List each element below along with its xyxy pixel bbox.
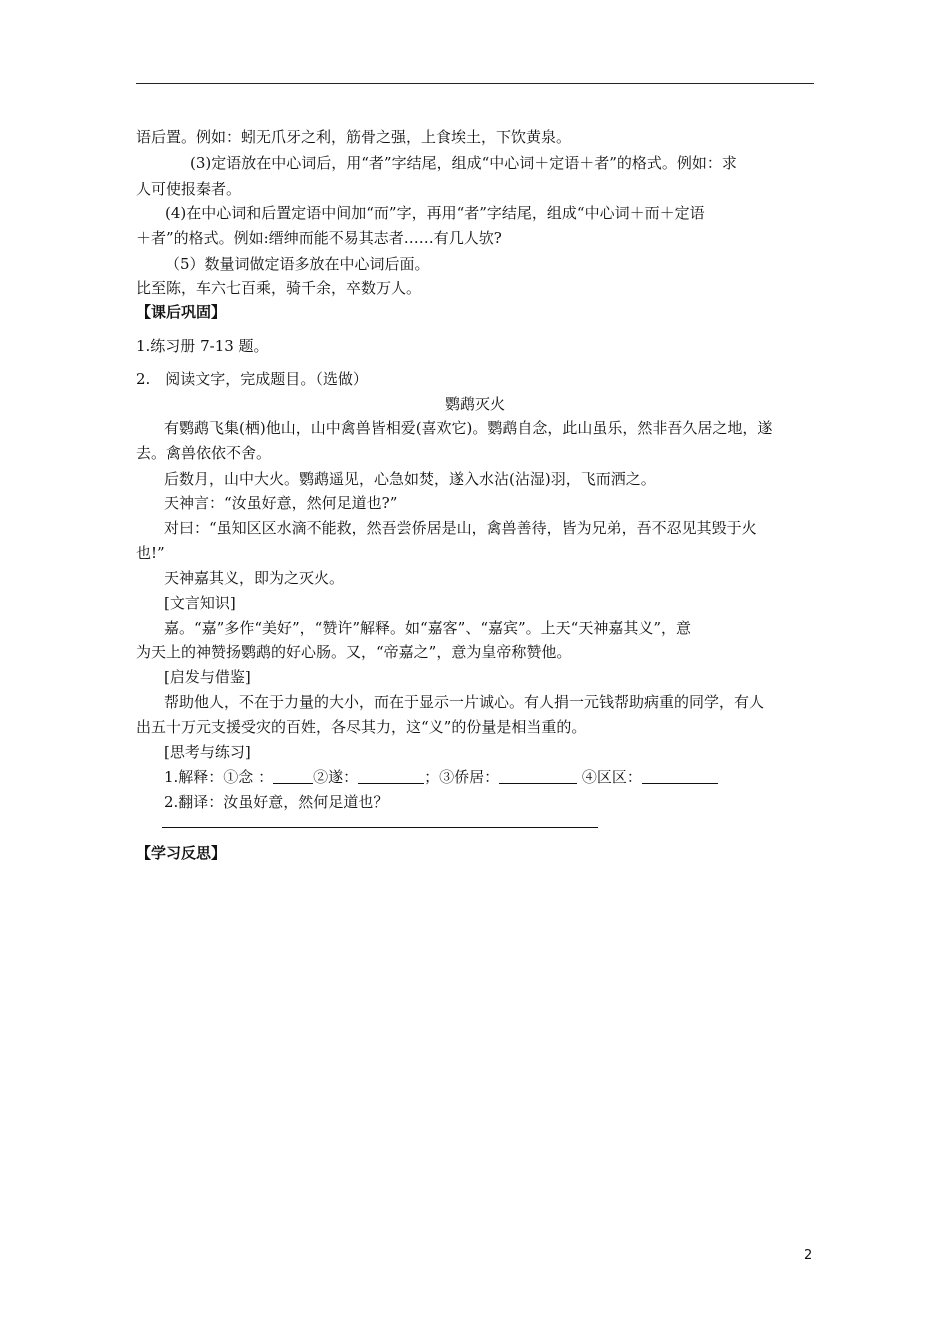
exercise-item-ququ: ④区区： bbox=[581, 768, 642, 786]
answer-blank-sui[interactable] bbox=[358, 769, 424, 784]
text-line: 对曰：“虽知区区水滴不能救，然吾尝侨居是山，禽兽善待，皆为兄弟，吾不忍见其毁于火 bbox=[164, 519, 757, 537]
text-line: 语后置。例如：蚓无爪牙之利，筋骨之强，上食埃土，下饮黄泉。 bbox=[136, 128, 572, 146]
text-line: 去。禽兽依依不舍。 bbox=[136, 444, 272, 462]
text-line: 出五十万元支援受灾的百姓，各尽其力，这“义”的份量是相当重的。 bbox=[136, 718, 587, 736]
page-number: 2 bbox=[804, 1248, 813, 1263]
text-line: (3)定语放在中心词后，用“者”字结尾，组成“中心词＋定语＋者”的格式。例如：求 bbox=[190, 154, 737, 172]
section-heading: 【学习反思】 bbox=[136, 844, 227, 862]
exercise-item-qiaoju: ③侨居： bbox=[439, 768, 500, 786]
text-line: 有鹦鹉飞集(栖)他山，山中禽兽皆相爱(喜欢它)。鹦鹉自念，此山虽乐，然非吾久居之地，遂 bbox=[164, 419, 773, 437]
text-line: 人可使报秦者。 bbox=[136, 180, 242, 198]
text-line: 后数月，山中大火。鹦鹉遥见，心急如焚，遂入水沾(沾湿)羽，飞而洒之。 bbox=[164, 470, 656, 488]
text-line: 嘉。“嘉”多作“美好”，“赞许”解释。如“嘉客”、“嘉宾”。上天“天神嘉其义”，意 bbox=[164, 619, 692, 637]
text-line: 也!” bbox=[136, 544, 165, 562]
translation-answer-line[interactable] bbox=[162, 827, 598, 828]
text-line: 1.练习册 7-13 题。 bbox=[136, 337, 269, 355]
text-line: (4)在中心词和后置定语中间加“而”字，再用“者”字结尾，组成“中心词＋而＋定语 bbox=[165, 204, 705, 222]
passage-title: 鹦鹉灭火 bbox=[444, 395, 505, 413]
exercise-item-sui: ②遂： bbox=[313, 768, 359, 786]
answer-blank-ququ[interactable] bbox=[642, 769, 718, 784]
exercise-prefix: 1.解释：①念 ： bbox=[164, 768, 274, 786]
text-line: 为天上的神赞扬鹦鹉的好心肠。又，“帝嘉之”，意为皇帝称赞他。 bbox=[136, 643, 572, 661]
text-line: 2.翻译：汝虽好意，然何足道也？ bbox=[164, 793, 389, 811]
text-line: 天神嘉其义，即为之灭火。 bbox=[164, 569, 345, 587]
text-line: 天神言：“汝虽好意，然何足道也?” bbox=[164, 494, 398, 512]
answer-blank-nian[interactable] bbox=[273, 769, 313, 784]
header-rule bbox=[136, 83, 814, 84]
section-heading: 【课后巩固】 bbox=[136, 303, 227, 321]
text-line: 比至陈，车六七百乘，骑千余，卒数万人。 bbox=[136, 279, 422, 297]
answer-blank-qiaoju[interactable] bbox=[499, 769, 577, 784]
text-line: 2. 阅读文字，完成题目。（选做） bbox=[136, 370, 368, 388]
text-line: 帮助他人，不在于力量的大小，而在于显示一片诚心。有人捐一元钱帮助病重的同学，有人 bbox=[164, 693, 765, 711]
text-line: ＋者”的格式。例如:缙绅而能不易其志者……有几人欤? bbox=[136, 229, 502, 247]
subsection-heading: [文言知识] bbox=[164, 594, 236, 612]
text-line: （5）数量词做定语多放在中心词后面。 bbox=[165, 255, 430, 273]
exercise-sep: ； bbox=[424, 768, 440, 786]
subsection-heading: [启发与借鉴] bbox=[164, 668, 251, 686]
subsection-heading: [思考与练习] bbox=[164, 743, 251, 761]
exercise-line bbox=[164, 767, 718, 787]
